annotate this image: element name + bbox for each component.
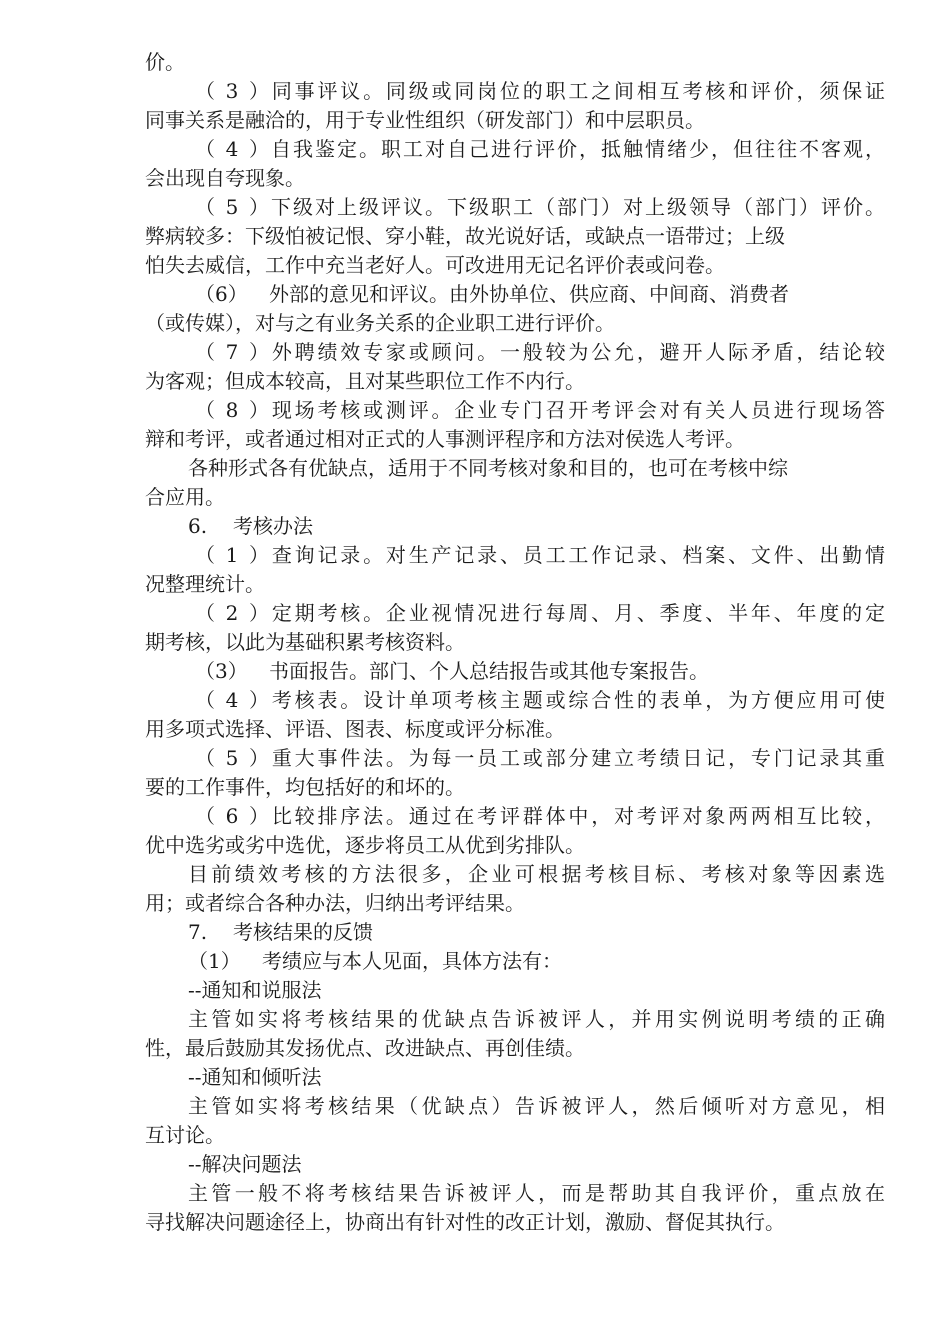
text-line [145, 947, 885, 976]
text-line [145, 541, 885, 570]
text-line [145, 1034, 885, 1063]
paragraph-text: 重大事件法。为每一员工或部分建立考绩日记，专门记录其重 [269, 746, 885, 770]
paragraph-text: 同事关系是融洽的，用于专业性组织（研发部门）和中层职员。 [145, 108, 705, 132]
section-heading: 考核结果的反馈 [233, 920, 373, 944]
text-line [145, 1179, 885, 1208]
text-line [145, 860, 885, 889]
text-line [145, 976, 885, 1005]
paragraph-text: 辩和考评，或者通过相对正式的人事测评程序和方法对侯选人考评。 [145, 427, 745, 451]
text-line [145, 1005, 885, 1034]
text-line [145, 367, 885, 396]
item-number: （2） [195, 601, 269, 625]
paragraph-text: 书面报告。部门、个人总结报告或其他专案报告。 [269, 659, 709, 683]
text-line [145, 889, 885, 918]
paragraph-text: 弊病较多：下级怕被记恨、穿小鞋，故光说好话，或缺点一语带过；上级 [145, 224, 785, 248]
item-number: （1） [195, 543, 269, 567]
text-line [145, 77, 885, 106]
text-line [145, 512, 885, 541]
item-number: （3） [195, 659, 248, 683]
item-number: （4） [195, 688, 269, 712]
item-number: （1） [188, 949, 241, 973]
item-number: （6） [195, 804, 269, 828]
text-line [145, 1092, 885, 1121]
text-line [145, 164, 885, 193]
text-line [145, 135, 885, 164]
paragraph-text: --通知和说服法 [188, 978, 322, 1002]
paragraph-text: 价。 [145, 50, 185, 74]
text-line [145, 338, 885, 367]
text-line [145, 1208, 885, 1237]
text-line [145, 425, 885, 454]
paragraph-text: --解决问题法 [188, 1152, 302, 1176]
paragraph-text: 自我鉴定。职工对自己进行评价，抵触情绪少，但往往不客观， [269, 137, 885, 161]
paragraph-text: 主管一般不将考核结果告诉被评人，而是帮助其自我评价，重点放在 [188, 1181, 885, 1205]
text-line [145, 744, 885, 773]
text-line [145, 48, 885, 77]
text-line [145, 1121, 885, 1150]
paragraph-text: 考核表。设计单项考核主题或综合性的表单，为方便应用可使 [269, 688, 885, 712]
item-number: （5） [195, 746, 269, 770]
paragraph-text: 查询记录。对生产记录、员工工作记录、档案、文件、出勤情 [269, 543, 885, 567]
paragraph-text: 会出现自夸现象。 [145, 166, 305, 190]
text-line [145, 831, 885, 860]
item-number: （4） [195, 137, 269, 161]
item-number: （8） [195, 398, 269, 422]
text-line [145, 918, 885, 947]
paragraph-text: 主管如实将考核结果（优缺点）告诉被评人，然后倾听对方意见，相 [188, 1094, 885, 1118]
text-line [145, 106, 885, 135]
paragraph-text: 下级对上级评议。下级职工（部门）对上级领导（部门）评价。 [269, 195, 885, 219]
paragraph-text: 互讨论。 [145, 1123, 225, 1147]
paragraph-text: 期考核，以此为基础积累考核资料。 [145, 630, 465, 654]
paragraph-text: 优中选劣或劣中选优，逐步将员工从优到劣排队。 [145, 833, 585, 857]
text-line [145, 686, 885, 715]
section-heading: 考核办法 [233, 514, 313, 538]
item-number: （5） [195, 195, 269, 219]
text-line [145, 628, 885, 657]
paragraph-text: --通知和倾听法 [188, 1065, 322, 1089]
paragraph-text: 考绩应与本人见面，具体方法有： [262, 949, 562, 973]
text-line [145, 657, 885, 686]
paragraph-text: 况整理统计。 [145, 572, 265, 596]
text-line [145, 773, 885, 802]
text-line [145, 715, 885, 744]
paragraph-text: 要的工作事件，均包括好的和坏的。 [145, 775, 465, 799]
item-number: （7） [195, 340, 269, 364]
text-line [145, 251, 885, 280]
paragraph-text: 外聘绩效专家或顾问。一般较为公允，避开人际矛盾，结论较 [269, 340, 885, 364]
paragraph-text: 用；或者综合各种办法，归纳出考评结果。 [145, 891, 525, 915]
paragraph-text: 定期考核。企业视情况进行每周、月、季度、半年、年度的定 [269, 601, 885, 625]
paragraph-text: 性，最后鼓励其发扬优点、改进缺点、再创佳绩。 [145, 1036, 585, 1060]
item-number: （3） [195, 79, 269, 103]
paragraph-text: 为客观；但成本较高，且对某些职位工作不内行。 [145, 369, 585, 393]
text-line [145, 396, 885, 425]
text-line [145, 599, 885, 628]
document-body [145, 48, 885, 1237]
text-line [145, 1063, 885, 1092]
paragraph-text: （或传媒），对与之有业务关系的企业职工进行评价。 [145, 311, 615, 335]
section-number: 6. [188, 514, 208, 538]
text-line [145, 483, 885, 512]
paragraph-text: 现场考核或测评。企业专门召开考评会对有关人员进行现场答 [269, 398, 885, 422]
paragraph-text: 寻找解决问题途径上，协商出有针对性的改正计划，激励、督促其执行。 [145, 1210, 785, 1234]
paragraph-text: 怕失去威信，工作中充当老好人。可改进用无记名评价表或问卷。 [145, 253, 725, 277]
text-line [145, 222, 885, 251]
paragraph-text: 各种形式各有优缺点，适用于不同考核对象和目的，也可在考核中综 [188, 456, 788, 480]
paragraph-text: 合应用。 [145, 485, 225, 509]
text-line [145, 570, 885, 599]
text-line [145, 1150, 885, 1179]
paragraph-text: 外部的意见和评议。由外协单位、供应商、中间商、消费者 [269, 282, 789, 306]
text-line [145, 454, 885, 483]
section-number: 7. [188, 920, 208, 944]
text-line [145, 280, 885, 309]
text-line [145, 802, 885, 831]
text-line [145, 309, 885, 338]
paragraph-text: 主管如实将考核结果的优缺点告诉被评人，并用实例说明考绩的正确 [188, 1007, 885, 1031]
item-number: （6） [195, 282, 248, 306]
paragraph-text: 用多项式选择、评语、图表、标度或评分标准。 [145, 717, 565, 741]
text-line [145, 193, 885, 222]
paragraph-text: 比较排序法。通过在考评群体中，对考评对象两两相互比较， [269, 804, 885, 828]
paragraph-text: 目前绩效考核的方法很多，企业可根据考核目标、考核对象等因素选 [188, 862, 885, 886]
paragraph-text: 同事评议。同级或同岗位的职工之间相互考核和评价，须保证 [269, 79, 885, 103]
